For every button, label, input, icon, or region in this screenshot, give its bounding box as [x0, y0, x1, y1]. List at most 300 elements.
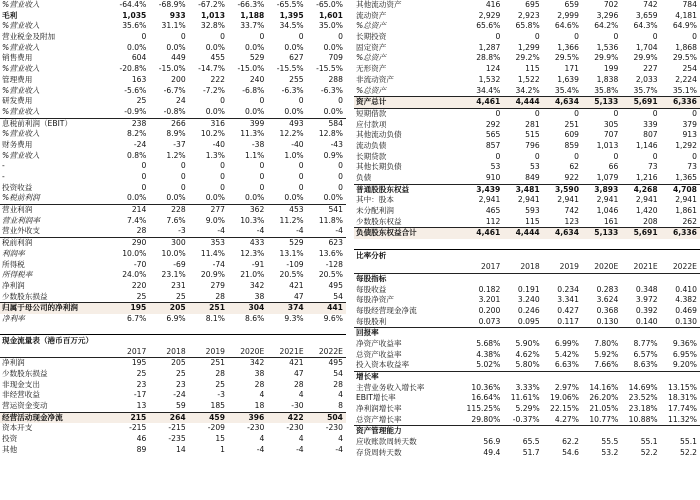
cell-value: 47: [293, 369, 304, 378]
cell-value: 16.64%: [471, 393, 501, 403]
cell-value: 1,292: [675, 140, 697, 150]
table-row: [354, 96, 700, 108]
cell-value: 34.2%: [515, 85, 540, 95]
cell-value: 433: [249, 238, 265, 248]
cell-value: 9.0%: [205, 215, 225, 225]
cell-value: 277: [210, 205, 225, 215]
cell-value: 2.97%: [554, 382, 579, 392]
cell-value: 266: [171, 118, 186, 128]
year-label: 2019: [559, 262, 579, 272]
cell-value: 46: [136, 434, 147, 444]
cell-value: 0: [338, 161, 343, 171]
cell-value: 1,366: [557, 42, 579, 52]
table-row: [0, 96, 346, 107]
cell-value: 609: [564, 130, 579, 140]
cell-value: 23.18%: [628, 404, 658, 414]
cell-value: -109: [286, 259, 304, 269]
cell-value: -230: [286, 423, 304, 433]
cell-value: 0.0%: [205, 106, 225, 116]
row-label: 投资收益: [2, 182, 33, 192]
cell-value: 171: [564, 64, 579, 74]
cell-value: 1,536: [596, 42, 619, 52]
row-label: 营业利润率: [2, 215, 40, 225]
row-label: 净利润增长率: [356, 404, 402, 414]
cell-value: 53.2: [601, 447, 619, 457]
cell-value: 0: [613, 151, 619, 161]
cell-value: [661, 426, 700, 437]
ratio-year-header: [354, 262, 700, 274]
row-label: 营业外收支: [2, 226, 40, 236]
row-label: -: [2, 172, 5, 181]
year-label: 2017: [481, 262, 501, 272]
cell-value: 339: [643, 119, 658, 129]
cell-value: -40: [212, 139, 225, 149]
cell-value: 264: [169, 412, 186, 422]
table-row: [0, 204, 346, 216]
table-row: [0, 75, 346, 86]
cell-value: 251: [210, 358, 225, 368]
cell-value: 2,224: [675, 74, 697, 84]
table-row: [0, 32, 346, 43]
table-row: [354, 206, 700, 217]
cell-value: -20.8%: [119, 64, 147, 74]
cell-value: 5,691: [633, 228, 658, 238]
row-label: 流动负债: [356, 140, 387, 150]
cell-value: 0.130: [675, 316, 697, 326]
cell-value: 238: [131, 118, 147, 128]
table-row: [354, 383, 700, 394]
table-row: [0, 390, 346, 401]
cell-value: 2,033: [635, 74, 658, 84]
row-label: 资产总计: [356, 97, 387, 107]
cell-value: 3.201: [478, 295, 501, 305]
cell-value: 12.8%: [318, 129, 343, 139]
cell-value: -6.3%: [320, 85, 343, 95]
cell-value: 0: [652, 32, 658, 42]
cell-value: 399: [249, 118, 265, 128]
table-row: [0, 380, 346, 391]
right-column: [354, 0, 700, 459]
cell-value: 0: [220, 32, 225, 42]
cell-value: 3,590: [554, 184, 579, 194]
cell-value: 11.2%: [279, 215, 304, 225]
cell-value: 1,639: [557, 74, 579, 84]
cell-value: 362: [249, 205, 265, 215]
row-label: 资本开支: [2, 423, 33, 433]
cell-value: 441: [327, 303, 343, 313]
cell-value: 215: [130, 412, 147, 422]
table-row: [0, 183, 346, 194]
cell-value: 10.77%: [589, 414, 619, 424]
cell-value: 6,336: [672, 97, 697, 107]
cell-value: 0: [574, 108, 579, 118]
cell-value: 0: [141, 182, 147, 192]
cell-value: 933: [169, 10, 186, 20]
cell-value: 1,522: [517, 74, 540, 84]
cell-value: 8.6%: [245, 313, 265, 323]
row-label: %总资产: [356, 21, 386, 31]
table-row: [354, 437, 700, 448]
cell-value: 29.9%: [633, 53, 658, 63]
cell-value: 1,868: [675, 42, 697, 52]
cell-value: 290: [131, 238, 147, 248]
cell-value: 53: [529, 162, 540, 172]
row-label: 息税前利润（EBIT）: [2, 118, 73, 128]
cell-value: 0.0%: [284, 106, 304, 116]
cell-value: 13.15%: [668, 382, 697, 392]
cell-value: 11.32%: [668, 414, 697, 424]
cell-value: 33.7%: [240, 21, 265, 31]
row-label: 每股收益: [356, 284, 387, 294]
row-label: 少数股东权益: [356, 216, 402, 226]
cell-value: 604: [131, 53, 147, 63]
cell-value: 796: [525, 140, 540, 150]
cell-value: -37: [173, 139, 186, 149]
cell-value: 65.5: [522, 437, 540, 447]
table-row: [354, 173, 700, 184]
cell-value: -0.8%: [163, 106, 186, 116]
cell-value: 1,046: [596, 206, 619, 216]
table-row: [354, 21, 700, 32]
table-row: [354, 393, 700, 404]
cell-value: 20.5%: [318, 270, 343, 280]
row-label: 增长率: [356, 372, 379, 381]
cell-value: 0: [495, 151, 501, 161]
cell-value: 1.2%: [166, 150, 186, 160]
cell-value: 4,461: [476, 97, 501, 107]
table-row: [0, 249, 346, 260]
table-row: [354, 295, 700, 306]
cell-value: 21.05%: [589, 404, 619, 414]
row-label: %营业收入: [2, 42, 40, 52]
cell-value: 1,395: [279, 10, 304, 20]
table-row: [354, 306, 700, 317]
cell-value: 18: [254, 401, 265, 411]
cell-value: 28.8%: [476, 53, 501, 63]
cell-value: 2,941: [675, 195, 697, 205]
table-row: [0, 193, 346, 204]
row-label: 其他流动负债: [356, 130, 402, 140]
cell-value: 24.0%: [122, 270, 147, 280]
row-label: %营业收入: [2, 85, 40, 95]
row-label: 税前利润: [2, 238, 33, 248]
cell-value: [621, 426, 660, 437]
row-label: %营业收入: [2, 21, 40, 31]
cell-value: 163: [131, 74, 147, 84]
table-row: [0, 302, 346, 314]
cell-value: 24: [175, 96, 186, 106]
cell-value: [621, 328, 660, 339]
cell-value: -67.2%: [198, 0, 225, 9]
cell-value: 55.1: [640, 437, 658, 447]
cell-value: 0.095: [517, 316, 540, 326]
cell-value: 205: [171, 358, 186, 368]
year-label: 2020E: [594, 262, 619, 272]
cell-value: 857: [485, 140, 501, 150]
cell-value: -3: [217, 390, 225, 400]
cell-value: 38: [254, 291, 265, 301]
cell-value: 0: [141, 32, 147, 42]
cell-value: -6.3%: [281, 85, 304, 95]
cell-value: 34.4%: [476, 85, 501, 95]
cell-value: 0.0%: [284, 193, 304, 203]
cell-value: 1,601: [318, 10, 343, 20]
cell-value: 35.6%: [122, 21, 147, 31]
cell-value: 910: [485, 173, 501, 182]
table-row: [354, 108, 700, 120]
cell-value: 453: [289, 205, 304, 215]
cell-value: [543, 274, 582, 285]
cell-value: 455: [210, 53, 225, 63]
cell-value: 1,013: [200, 10, 225, 20]
cell-value: 12.2%: [279, 129, 304, 139]
table-row: [354, 120, 700, 131]
cell-value: -70: [133, 259, 147, 269]
cell-value: 3.341: [557, 295, 579, 305]
table-row: [0, 401, 346, 412]
cell-value: -4: [217, 226, 225, 236]
cell-value: 13.6%: [318, 248, 343, 258]
cell-value: 565: [485, 130, 501, 140]
cell-value: 807: [643, 130, 658, 140]
table-row: [354, 327, 700, 339]
ratio-title: 比率分析: [354, 249, 700, 262]
cell-value: [503, 426, 542, 437]
cell-value: -43: [330, 139, 343, 149]
cell-value: 9.20%: [672, 360, 697, 370]
cell-value: 35.8%: [594, 85, 619, 95]
cell-value: -4: [256, 226, 265, 236]
cell-value: 504: [327, 412, 343, 422]
cell-value: 4.38%: [476, 349, 501, 359]
cell-value: 0: [338, 32, 343, 42]
cell-value: 52.2: [680, 447, 697, 457]
cell-value: 2,929: [478, 10, 501, 20]
cell-value: 0: [692, 32, 697, 42]
cell-value: 4.382: [675, 295, 697, 305]
cell-value: 0: [574, 151, 579, 161]
cell-value: 279: [210, 280, 225, 290]
cell-value: 4,634: [554, 97, 579, 107]
row-label: 负债: [356, 173, 372, 182]
cell-value: 0.0%: [205, 193, 225, 203]
cell-value: 709: [328, 53, 343, 63]
table-row: [0, 314, 346, 325]
cell-value: 0.0%: [166, 42, 186, 52]
cell-value: 227: [643, 64, 658, 74]
cell-value: 0: [574, 32, 579, 42]
cell-value: 21.0%: [240, 270, 265, 280]
row-label: 所得税率: [2, 270, 33, 280]
cell-value: 4,181: [675, 10, 697, 20]
cell-value: -38: [251, 139, 265, 149]
cell-value: 495: [328, 280, 343, 290]
cell-value: 4,444: [515, 97, 540, 107]
cell-value: [661, 372, 700, 383]
table-row: [354, 195, 700, 206]
table-row: [0, 11, 346, 22]
cell-value: [464, 274, 503, 285]
cell-value: 15: [215, 434, 225, 444]
row-label: 净利润: [2, 358, 25, 368]
cell-value: 0.0%: [205, 42, 225, 52]
cell-value: 54.6: [562, 447, 579, 457]
cell-value: 9.36%: [672, 338, 697, 348]
row-label: 投资: [2, 434, 18, 444]
row-label: %税前利润: [2, 193, 40, 203]
row-label: 总资产收益率: [356, 349, 402, 359]
table-row: [354, 285, 700, 296]
cell-value: 53: [490, 162, 501, 172]
cell-value: 0.0%: [284, 42, 304, 52]
cell-value: 0: [534, 32, 540, 42]
cell-value: 1,704: [635, 42, 658, 52]
cell-value: 28: [215, 291, 225, 301]
table-row: [0, 445, 346, 456]
ratio-table: [354, 274, 700, 459]
row-label: 所得税: [2, 259, 25, 269]
table-row: [0, 21, 346, 32]
cell-value: 0: [495, 32, 501, 42]
cell-value: [464, 328, 503, 339]
table-row: [0, 237, 346, 249]
cell-value: 0: [298, 172, 304, 181]
cell-value: -6.8%: [242, 85, 265, 95]
row-label: 净利率: [2, 313, 25, 323]
cell-value: 25: [175, 369, 186, 378]
cell-value: -69: [173, 259, 186, 269]
cell-value: 5,133: [594, 228, 619, 238]
table-row: [0, 281, 346, 292]
cell-value: 65.8%: [515, 21, 540, 31]
row-label: %营业收入: [2, 129, 40, 139]
cell-value: 23: [136, 379, 147, 389]
table-row: [354, 64, 700, 75]
cell-value: 5.90%: [515, 338, 540, 348]
year-label: 2019: [205, 346, 225, 356]
cell-value: -3: [178, 226, 186, 236]
table-row: [0, 172, 346, 183]
cell-value: 25: [136, 291, 147, 301]
row-label: 营业利润: [2, 205, 33, 215]
cell-value: 11.61%: [510, 393, 540, 403]
cell-value: 6.95%: [672, 349, 697, 359]
cell-value: 849: [525, 173, 540, 182]
cell-value: 0.200: [478, 305, 501, 315]
cell-value: 281: [525, 119, 540, 129]
cell-value: 31.1%: [161, 21, 186, 31]
cell-value: 374: [287, 303, 304, 313]
row-label: %营业收入: [2, 64, 40, 74]
cell-value: -66.3%: [237, 0, 265, 9]
year-label: 2022E: [318, 346, 343, 356]
cell-value: 10.88%: [628, 414, 658, 424]
cell-value: 421: [289, 280, 304, 290]
row-label: 每股指标: [356, 273, 387, 283]
cell-value: 7.80%: [594, 338, 619, 348]
cell-value: -215: [168, 423, 186, 433]
cell-value: 56.9: [483, 437, 501, 447]
cell-value: 0: [692, 151, 697, 161]
cell-value: 3,893: [594, 184, 619, 194]
cell-value: 10.36%: [471, 382, 501, 392]
cell-value: 65.6%: [476, 21, 501, 31]
cell-value: 0: [220, 96, 225, 106]
cell-value: 0: [298, 161, 304, 171]
cell-value: 304: [248, 303, 265, 313]
cell-value: 5,133: [594, 97, 619, 107]
table-row: [354, 184, 700, 196]
cell-value: 214: [131, 205, 147, 215]
cell-value: 0: [259, 161, 265, 171]
cell-value: 0: [220, 182, 225, 192]
cell-value: 1,532: [478, 74, 501, 84]
cell-value: 13: [136, 401, 147, 411]
cell-value: 4: [298, 390, 304, 400]
cell-value: -4: [256, 444, 265, 454]
cell-value: 0: [495, 108, 501, 118]
cell-value: 0: [298, 182, 304, 192]
cell-value: 4,268: [633, 184, 658, 194]
cell-value: 6.7%: [127, 313, 147, 323]
table-row: [354, 425, 700, 437]
cell-value: 2,941: [596, 195, 619, 205]
cell-value: 0.410: [675, 284, 697, 294]
table-row: [0, 86, 346, 97]
cell-value: 11.8%: [318, 215, 343, 225]
cell-value: 5.02%: [476, 360, 501, 370]
cell-value: -4: [296, 226, 304, 236]
table-row: [354, 317, 700, 328]
cell-value: 1,188: [240, 10, 265, 20]
row-label: 非流动资产: [356, 74, 394, 84]
cell-value: 3,481: [515, 184, 540, 194]
cell-value: 0: [141, 172, 147, 181]
table-row: [354, 152, 700, 163]
row-label: 回报率: [356, 328, 379, 338]
cell-value: 0.0%: [245, 42, 265, 52]
table-row: [354, 448, 700, 459]
row-label: 未分配利润: [356, 206, 394, 216]
cell-value: -0.37%: [512, 414, 540, 424]
cell-value: 9.6%: [323, 313, 343, 323]
cell-value: 784: [682, 0, 697, 9]
cell-value: 62.2: [562, 437, 579, 447]
cell-value: 20.5%: [279, 270, 304, 280]
cell-value: [582, 274, 621, 285]
year-label: 2018: [166, 346, 186, 356]
cell-value: 1,287: [478, 42, 501, 52]
cell-value: 0: [338, 172, 343, 181]
cell-value: 421: [289, 358, 304, 368]
table-row: [354, 53, 700, 64]
cell-value: 342: [249, 280, 265, 290]
cell-value: 14.16%: [589, 382, 619, 392]
cell-value: -24: [173, 390, 186, 400]
cell-value: 3.33%: [515, 382, 540, 392]
cell-value: 4,634: [554, 228, 579, 238]
row-label: 营运资金变动: [2, 401, 48, 411]
cell-value: 1.1%: [245, 150, 265, 160]
cell-value: 1,299: [517, 42, 540, 52]
cell-value: 14: [175, 444, 186, 454]
row-label: 应收账款周转天数: [356, 437, 417, 447]
cell-value: 10.0%: [161, 248, 186, 258]
cell-value: [503, 372, 542, 383]
year-header-row: [0, 347, 346, 359]
cell-value: 123: [564, 216, 579, 226]
cell-value: [543, 426, 582, 437]
